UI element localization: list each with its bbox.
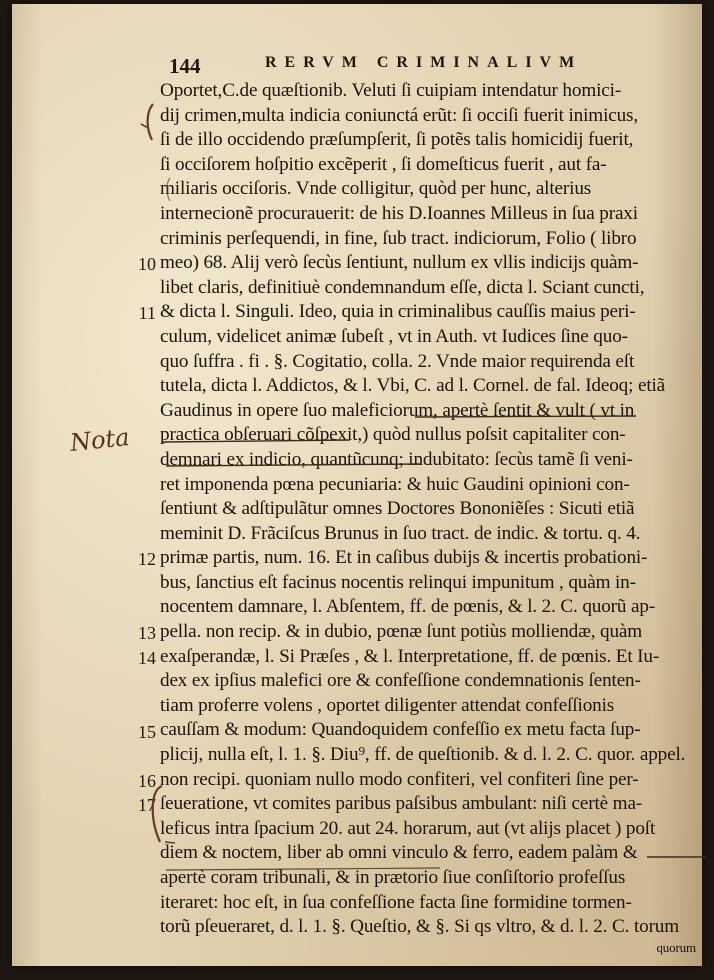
- text-line: exaſperandæ, l. Si Præſes , & l. Interpretatione, ff. de pœnis. Et Iu-: [160, 645, 660, 667]
- text-line: ret imponenda pœna pecuniaria: & huic Gaudini opinioni con-: [160, 473, 630, 495]
- text-line: non recipi. quoniam nullo modo confiteri, vel confiteri ſine per-: [160, 768, 639, 790]
- text-line: demnari ex indicio, quantũcunq; indubitato: ſecùs tamẽ ſi veni-: [160, 448, 633, 470]
- margin-number: 11: [138, 303, 156, 324]
- catchword: quorum: [656, 939, 696, 955]
- text-line: ſentiunt & adſtipulãtur omnes Doctores Bononiẽſes : Sicuti etiã: [160, 498, 635, 520]
- text-line: cauſſam & modum: Quandoquidem confeſſio ex metu facta ſup-: [160, 719, 641, 741]
- text-line: tiam proferre volens , oportet diligenter attendat confeſſionis: [160, 694, 615, 716]
- text-line: apertè coram tribunali, & in prætorio ſiue conſiſtorio profeſſus: [160, 867, 626, 888]
- text-line: ſi occiſorem hoſpitio excẽperit , ſi domeſticus fuerit , aut fa-: [160, 153, 607, 175]
- text-line: primæ partis, num. 16. Et in caſibus dubijs & incertis probationi-: [160, 547, 648, 569]
- margin-number: 14: [138, 647, 156, 668]
- text-line: culum, videlicet animæ ſubeſt , vt in Auth. vt Iudices ſine quo-: [160, 325, 628, 347]
- text-line: plicij, nulla eſt, l. 1. §. Diu⁹, ff. de queſtionib. & d. l. 2. C. quor. appel.: [160, 744, 686, 766]
- text-line: dex ex ipſius malefici ore & confeſſione condemnationis ſenten-: [160, 670, 641, 692]
- margin-number: 16: [138, 770, 156, 791]
- text-line: quo ſuffra . fi . §. Cogitatio, colla. 2. Vnde maior requirenda eſt: [160, 350, 635, 372]
- text-line: pella. non recip. & in dubio, pœnæ ſunt potiùs molliendæ, quàm: [160, 621, 643, 643]
- text-line: dij crimen,multa indicia coniunctá erũt: ſi occiſi fuerit inimicus,: [160, 104, 639, 126]
- text-line: bus, ſanctius eſt facinus nocentis relinqui impunitum , quàm in-: [160, 571, 636, 593]
- text-line: meminit D. Frãciſcus Brunus in ſuo tract. de indic. & tortu. q. 4.: [160, 522, 641, 544]
- margin-number: 10: [138, 254, 156, 275]
- margin-number: 12: [138, 549, 156, 570]
- text-line: Gaudinus in opere ſuo maleficiorum, apertè ſentit & vult ( vt in: [160, 399, 635, 421]
- margin-number: 13: [138, 623, 156, 644]
- text-line: ſi de illo occidendo præſumpſerit, ſi potẽs talis homicidij fuerit,: [160, 129, 634, 151]
- text-line: ſeueratione, vt comites paribus paſsibus ambulant: niſi certè ma-: [160, 793, 643, 815]
- margin-number: 15: [138, 721, 156, 742]
- text-line: tutela, dicta l. Addictos, & l. Vbi, C. ad l. Cornel. de fal. Ideoq; etiã: [160, 375, 666, 397]
- text-line: meo) 68. Alij verò ſecùs ſentiunt, nullum ex vllis indicijs quàm-: [160, 252, 639, 274]
- text-line: torũ pſeueraret, d. l. 1. §. Queſtio, & §. Si qs vltro, & d. l. 2. C. torum: [160, 916, 680, 938]
- margin-number: 17: [138, 795, 156, 816]
- body-text: [160, 79, 700, 956]
- text-line: criminis perſequendi, in fine, ſub tract. indiciorum, Folio ( libro: [160, 227, 637, 249]
- text-line: iteraret: hoc eſt, in ſua confeſſione facta ſine formidine tormen-: [160, 891, 632, 913]
- running-head: RERVM CRIMINALIVM: [265, 54, 583, 71]
- text-line: diem & noctem, liber ab omni vinculo & ferro, eadem palàm &: [160, 842, 638, 864]
- text-line: internecionẽ procurauerit: de his D.Ioannes Milleus in ſua praxi: [160, 202, 638, 224]
- text-line: practica obſeruari cõſpexit,) quòd nullus poſsit capitaliter con-: [160, 424, 626, 446]
- text-line: leficus intra ſpacium 20. aut 24. horarum, aut (vt alijs placet ) poſt: [160, 817, 656, 839]
- text-line: & dicta l. Singuli. Ideo, quia in criminalibus cauſſis maius peri-: [160, 301, 636, 323]
- text-line: nocentem damnare, l. Abſentem, ff. de pœnis, & l. 2. C. quorũ ap-: [160, 596, 656, 618]
- handwritten-note: Nota: [68, 422, 131, 458]
- page-number: 144: [169, 54, 201, 78]
- text-line: libet claris, definitiuè condemnandum eſſe, dicta l. Sciant cuncti,: [160, 276, 645, 298]
- text-line: Oportet,C.de quæſtionib. Veluti ſi cuipiam intendatur homici-: [160, 80, 622, 101]
- text-line: miliaris occiſoris. Vnde colligitur, quòd per hunc, alterius: [160, 178, 592, 200]
